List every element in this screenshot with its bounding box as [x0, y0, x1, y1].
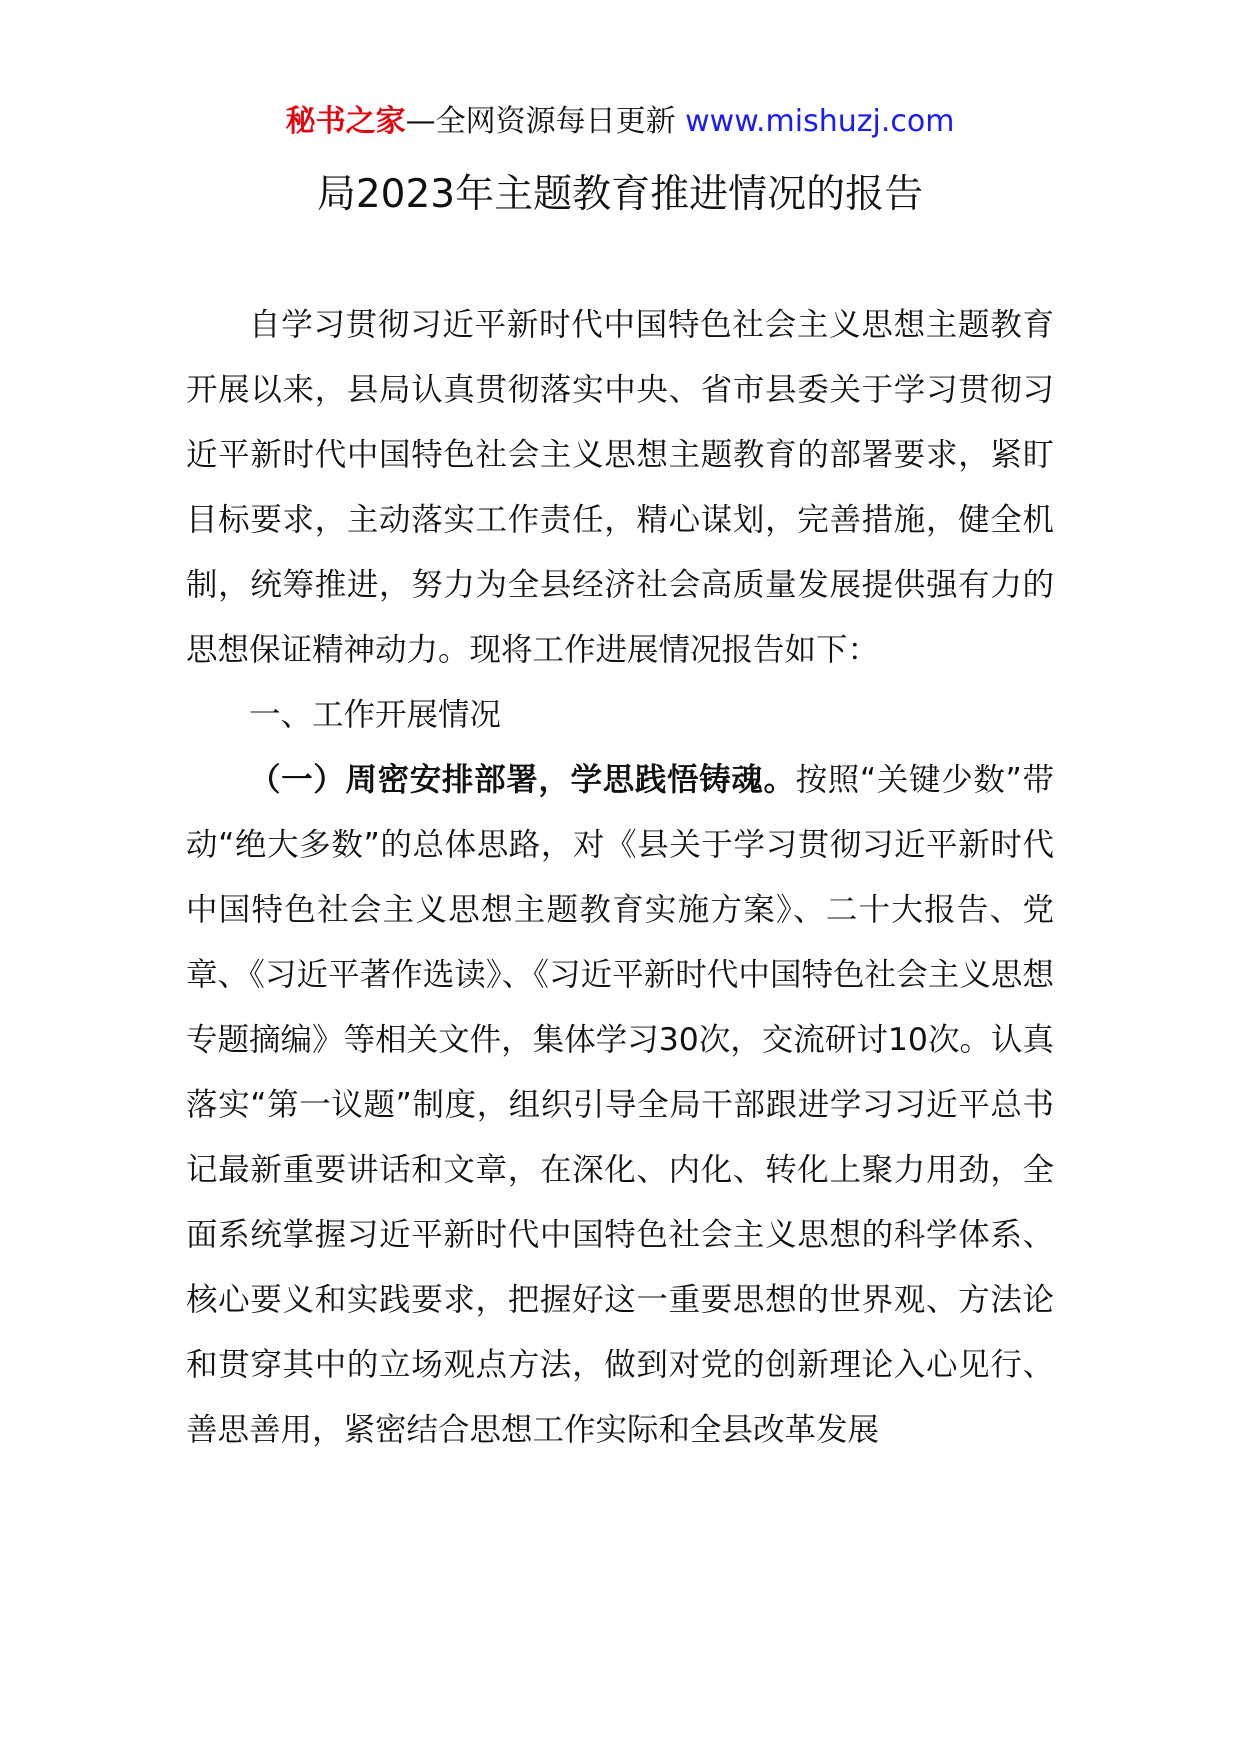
document-title: 局2023年主题教育推进情况的报告	[316, 172, 924, 217]
section-1-lead: （一）周密安排部署，学思践悟铸魂。	[249, 762, 796, 798]
intro-paragraph: 自学习贯彻习近平新时代中国特色社会主义思想主题教育开展以来，县局认真贯彻落实中央、省市县委关于学习贯彻习近平新时代中国特色社会主义思想主题教育的部署要求，紧盯目标要求，主动落实工作责任，精心谋划，完善措施，健全机制，统筹推进，努力为全县经济社会高质量发展提供强有力的思想保证精神动力。现将工作进展情况报告如下：	[186, 307, 1054, 668]
section-1-paragraph	[186, 748, 1054, 1463]
banner-tagline: —全网资源每日更新	[405, 104, 676, 139]
section-heading: 一、工作开展情况	[249, 697, 502, 733]
brand-name: 秘书之家	[285, 104, 406, 139]
site-banner	[0, 102, 1240, 142]
site-url: www.mishuzj.com	[685, 104, 955, 139]
document-body	[186, 293, 1054, 1463]
section-1-text: 按照“关键少数”带动“绝大多数”的总体思路，对《县关于学习贯彻习近平新时代中国特色社会主义思想主题教育实施方案》、二十大报告、党章、《习近平著作选读》、《习近平新时代中国特色社会主义思想专题摘编》等相关文件，集体学习30次，交流研讨10次。认真落实“第一议题”制度，组织引导全局干部跟进学习习近平总书记最新重要讲话和文章，在深化、内化、转化上聚力用劲，全面系统掌握习近平新时代中国特色社会主义思想的科学体系、核心要义和实践要求，把握好这一重要思想的世界观、方法论和贯穿其中的立场观点方法，做到对党的创新理论入心见行、善思善用，紧密结合思想工作实际和全县改革发展	[186, 762, 1054, 1448]
